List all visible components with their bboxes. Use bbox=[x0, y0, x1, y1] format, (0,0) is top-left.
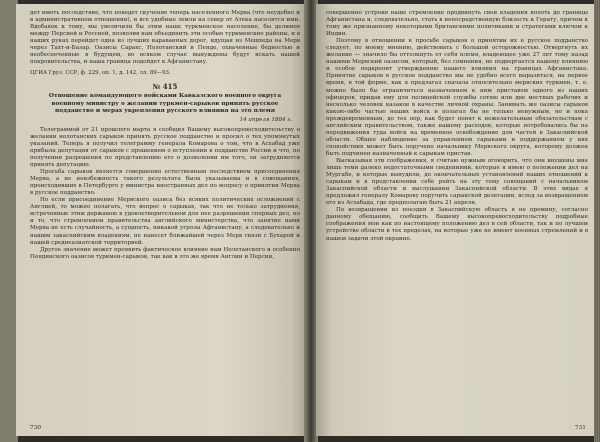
right-page bbox=[316, 4, 596, 436]
intro-paragraph: дет иметь последствие, что поведет скучение теперь населенного Мерва (что неудобно и в административном отношении), и все удобные земли на север от Атека населятся ими. Вдобавок к тому, мы увеличили бы этим наше туркменское население, бы делимое между Персией и Россией, позволив нам объединить эти особые туркменские районы, и в наших руках перейдет одна из лучших караванных дорог, идущая из Мешхеда на Мерв через Тахт-и-Базар. Оазисы Сарахс, Нолотанский и Пенде, охваченные бедностью и необеспеченные в будущем, во всяком случае вынуждены будут искать нашей покровительства, и наша граница подойдет к Афганистану. bbox=[30, 10, 300, 66]
body-paragraph: По возвращении из поездки в Закаспийскую область я не премину, согласно данному обещанию, сообщить Вашему высокопревосходительству подробные соображения мои как по настоящему положению дел в сей области, так и по лучшем устройстве области в тех пределах, на которые уже не имеют военных стремлений и в нашем задачи этой окраине. bbox=[326, 207, 588, 242]
body-paragraph: Просьба сарыков является совершенно естественным последствием присоединения Мерва, а не неизбежность такого результата была указываема и в совещаниях, происходивших в Петербурге у министра иностранных дел по вопросу о принятии Мерва в русское подданство. bbox=[30, 169, 300, 197]
left-page bbox=[16, 4, 306, 436]
body-paragraph: совершенно устроив наше стремление продвинуть свои владения вплоть до границы Афганистана и, следовательно, стать в непосредственную близость к Герату, причем к тому же признанному некоторыми британскими политиками и стратегами ключом к Индии. bbox=[326, 10, 588, 38]
page-edges-right bbox=[594, 0, 600, 442]
page-number-left: 730 bbox=[30, 424, 42, 431]
document-number: № 415 bbox=[152, 82, 178, 92]
page-number-right: 731 bbox=[574, 424, 586, 431]
body-paragraph: Но если присоединение Мервского оазиса без всяких политических осложнений с Англией, то можно полагать, что вопрос о сарыках, так что не только затруднения, встреченные этим державою в удовлетворительном для нее разрешении спорных дел, но и то, что стремлением правительства английского министерства, что занятие нами Мерва не есть случайность, а сущность, никакой угрозы Афганистану, а следовательно и нашим закаспийским владениям, не нанесет ближайшей через Мерв связи с Бухарой и нашей среднеазиатской территорией. bbox=[30, 197, 300, 246]
document-date: 14 апреля 1884 г. bbox=[239, 116, 292, 123]
document-title: Отношение командующего войсками Кавказского военного округа военному министру о желании туркмен-сарыков принять русское подданство и мерах укрепления русского влияния на это племя bbox=[48, 93, 282, 114]
body-paragraph: Высказывая эти соображения, я считаю нужным оговорить, что они внушены мне лишь теми далеко недостаточными сведениями, которые я имею о положении дел на Мургабе, и которые вынудили, до окончательных установлений наших отношений к сарыкам и в представлении себе рейть на эту тему совещаний с начальником Закаспийской области и выслушании Закаспийской области. В этих видах я предложил генералу Комарову поручить сарыкской делегации, вслед за возвращением его из Асхабада, где предполагаю быть 21 апреля. bbox=[326, 157, 588, 207]
body-paragraph: Другое значение может проявить фактическое влияние нам Нолотанского и особенно Пендинского оазисов туркмен-сарыков, так как в это же время Англии и Персии, bbox=[30, 246, 300, 260]
archive-reference: ЦГИА Груз. ССР, ф. 229, оп. 1, д. 142, лл. 89—93. bbox=[30, 70, 171, 77]
body-paragraph: Телеграммой от 21 прошлого марта я сообщил Вашему высокопревосходительству о желании нолотанских сарыков принять русское подданство и просил о тех упомянутых указаний. Теперь я получил телеграмму генерала Комарова о том, что в Асхабад уже прибыла депутация от сарыков с прошением о вступлении в подданство России и что, по получении разрешения по представлению его о дозволении им того, он затрудняется принять депутацию. bbox=[30, 126, 300, 169]
body-paragraph: Поэтому в отношении к просьбе сарыков о принятии их в русское подданство следует, по моему мнению, действовать с большой осторожностью. Отвергнуть их желание — значило бы оттолкнуть от себя племя, владеющее уже 27 лет тому назад нашими Мервский оазисом, который, без сомнения, не подвергается нашему влиянию и особое подкрепит утверждению нашего влияния на границах Афганистана. Принятие сарыков в русское подданство мы не удобно всего выразиться, на первое время, в той форме, как я предлагал сначала относительно мервских туркмен, т. е. можно было бы ограничиться назначением к ним приставом одного из наших офицеров, придав ему для полицейской службы сотню или две местных рабочих и несколько человек казаков в качестве личной охраны. Занимать же оазисы сарыков какою-либо частью наших войск и полагал бы не только ненужным, но и пока преждевременным, до тех пор, как будет понят к нежелательным обязательствам с английским правительством, также нашему расходов, которые потребовались бы на передвижения туда войск на временное освобождение для частей в Закаспийской области. Общее наблюдение за управлением сарыками и поддержанием у них спокойствия может быть поручено начальнику Мервского округа, которому должен быть подчинен назначенный к сарыкам пристав. bbox=[326, 38, 588, 157]
